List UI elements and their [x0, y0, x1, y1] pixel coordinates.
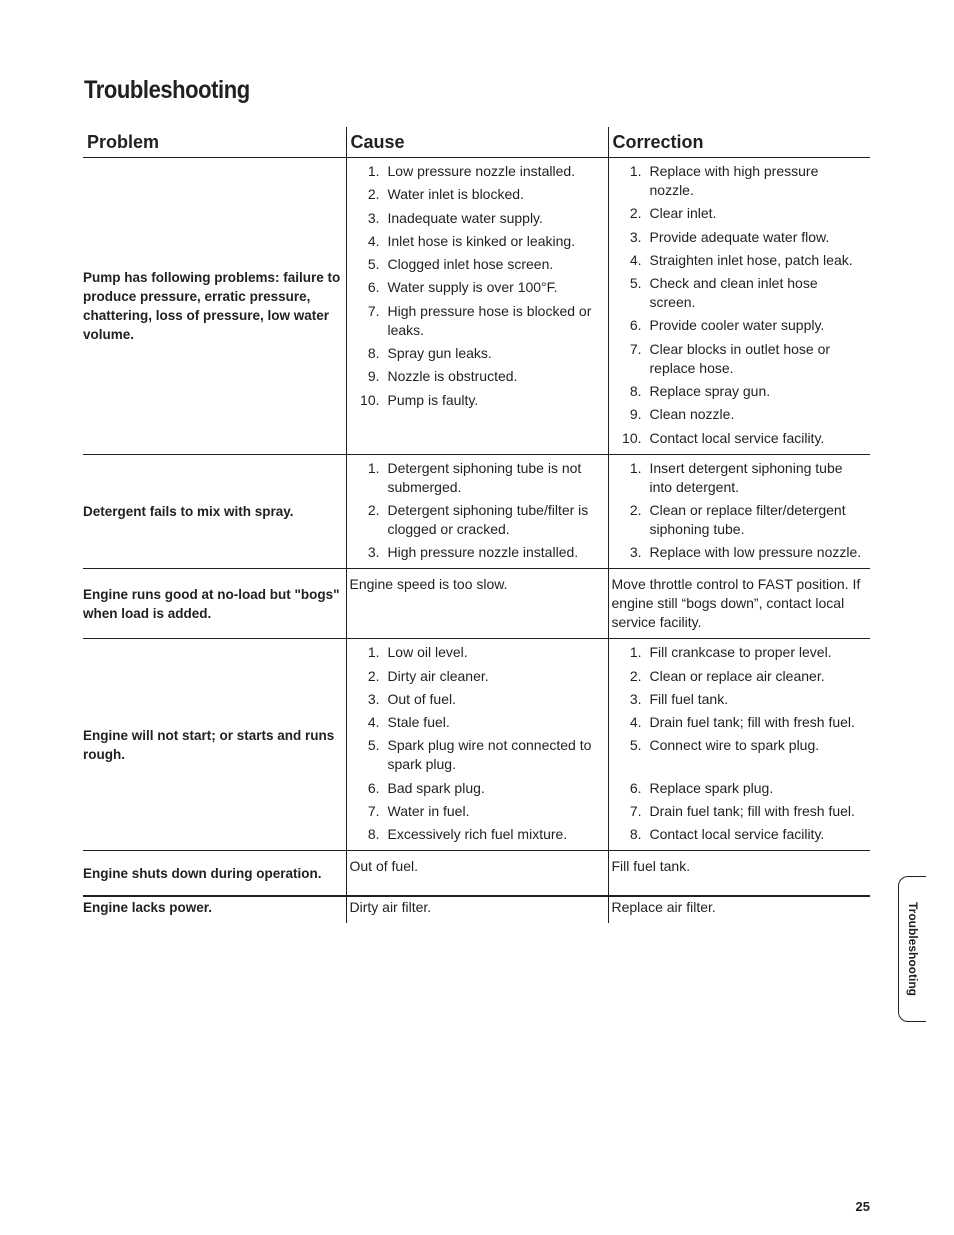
list-item: 6. Replace spark plug. [629, 779, 774, 796]
cause-cell [346, 454, 608, 569]
list-item: 7. High pressure hose is blocked or leaks. [367, 302, 592, 338]
header-correction: Correction [608, 127, 870, 158]
cause-text: Engine speed is too slow. [349, 576, 508, 593]
list-item: 10. Contact local service facility. [622, 429, 825, 446]
problem-cell: Engine will not start; or starts and runs rough. [83, 639, 346, 851]
list-item: 3. Provide adequate water flow. [629, 228, 830, 245]
correction-cell [608, 569, 870, 639]
list-item: 7. Drain fuel tank; fill with fresh fuel. [629, 803, 855, 820]
cause-text: Out of fuel. [349, 858, 418, 875]
list-item: 5. Connect wire to spark plug. [629, 737, 820, 754]
list-item: 7. Water in fuel. [367, 803, 470, 820]
cause-cell [346, 639, 608, 851]
list-item: 5. Check and clean inlet hose screen. [629, 275, 818, 311]
cause-cell [346, 896, 608, 923]
list-item: 6. Water supply is over 100°F. [367, 279, 558, 296]
list-item: 2. Clear inlet. [629, 205, 717, 222]
problem-cell: Detergent fails to mix with spray. [83, 454, 346, 569]
correction-text: Replace air filter. [611, 898, 716, 915]
problem-cell: Engine lacks power. [83, 899, 213, 915]
correction-text: Move throttle control to FAST position. If engine still “bogs down”, contact local service facility. [611, 576, 861, 631]
list-item: 6. Provide cooler water supply. [629, 317, 825, 334]
table-row [83, 639, 870, 851]
list-item: 8. Replace spray gun. [629, 383, 771, 400]
list-item: 8. Contact local service facility. [629, 826, 825, 843]
list-item: 3. Replace with low pressure nozzle. [629, 544, 862, 561]
list-item: 2. Dirty air cleaner. [367, 667, 489, 684]
list-item: 1. Fill crankcase to proper level. [629, 644, 832, 661]
list-item: 4. Inlet hose is kinked or leaking. [367, 232, 576, 249]
side-tab-label: Troubleshooting [905, 902, 920, 996]
cause-cell [346, 158, 608, 455]
table-row [83, 454, 870, 569]
list-item: 10. Pump is faulty. [360, 391, 479, 408]
problem-cell: Pump has following problems: failure to produce pressure, erratic pressure, chattering, loss of pressure, low water volume. [83, 158, 346, 455]
list-item: 4. Stale fuel. [367, 714, 450, 731]
page-number: 25 [855, 1199, 870, 1214]
header-cause: Cause [346, 127, 608, 158]
correction-cell [608, 454, 870, 569]
problem-cell: Engine runs good at no-load but "bogs" when load is added. [83, 569, 346, 639]
table-row [83, 569, 870, 639]
list-item: 1. Low pressure nozzle installed. [367, 163, 576, 179]
list-item: 5. Spark plug wire not connected to spark plug. [367, 737, 592, 773]
list-item: 1. Insert detergent siphoning tube into detergent. [629, 459, 843, 495]
list-item: 8. Spray gun leaks. [367, 345, 492, 362]
table-header-row [83, 127, 870, 158]
header-problem: Problem [83, 127, 346, 158]
section-side-tab [898, 876, 926, 1022]
table-row [83, 158, 870, 455]
correction-cell [608, 639, 870, 851]
list-item: 8. Excessively rich fuel mixture. [367, 826, 568, 843]
list-item: 2. Clean or replace filter/detergent siphoning tube. [629, 501, 846, 537]
list-item: 1. Replace with high pressure nozzle. [629, 163, 819, 198]
correction-cell [608, 896, 870, 923]
correction-cell [608, 158, 870, 455]
page-title: Troubleshooting [84, 76, 250, 104]
list-item: 1. Detergent siphoning tube is not submerged. [367, 459, 582, 495]
list-item: 4. Drain fuel tank; fill with fresh fuel. [629, 714, 855, 731]
list-item: 3. Inadequate water supply. [367, 209, 543, 226]
list-item: 4. Straighten inlet hose, patch leak. [629, 251, 853, 268]
list-item: 9. Nozzle is obstructed. [367, 368, 518, 385]
correction-cell [608, 851, 870, 896]
list-item: 3. Fill fuel tank. [629, 690, 729, 707]
list-item: 7. Clear blocks in outlet hose or replace hose. [629, 340, 831, 376]
list-item: 2. Detergent siphoning tube/filter is clogged or cracked. [367, 501, 589, 537]
list-item: 3. Out of fuel. [367, 690, 456, 707]
cause-cell [346, 851, 608, 896]
table-row [83, 851, 870, 896]
list-item: 1. Low oil level. [367, 644, 468, 661]
correction-text: Fill fuel tank. [611, 858, 691, 875]
list-item: 6. Bad spark plug. [367, 779, 485, 796]
list-item: 2. Water inlet is blocked. [367, 186, 524, 203]
list-item: 3. High pressure nozzle installed. [367, 544, 579, 561]
problem-cell: Engine shuts down during operation. [83, 851, 346, 896]
troubleshooting-table [83, 127, 870, 923]
list-item: 2. Clean or replace air cleaner. [629, 667, 825, 684]
cause-cell [346, 569, 608, 639]
list-item: 9. Clean nozzle. [629, 406, 735, 423]
table-row [83, 896, 870, 923]
cause-text: Dirty air filter. [349, 898, 432, 915]
list-item: 5. Clogged inlet hose screen. [367, 256, 554, 273]
